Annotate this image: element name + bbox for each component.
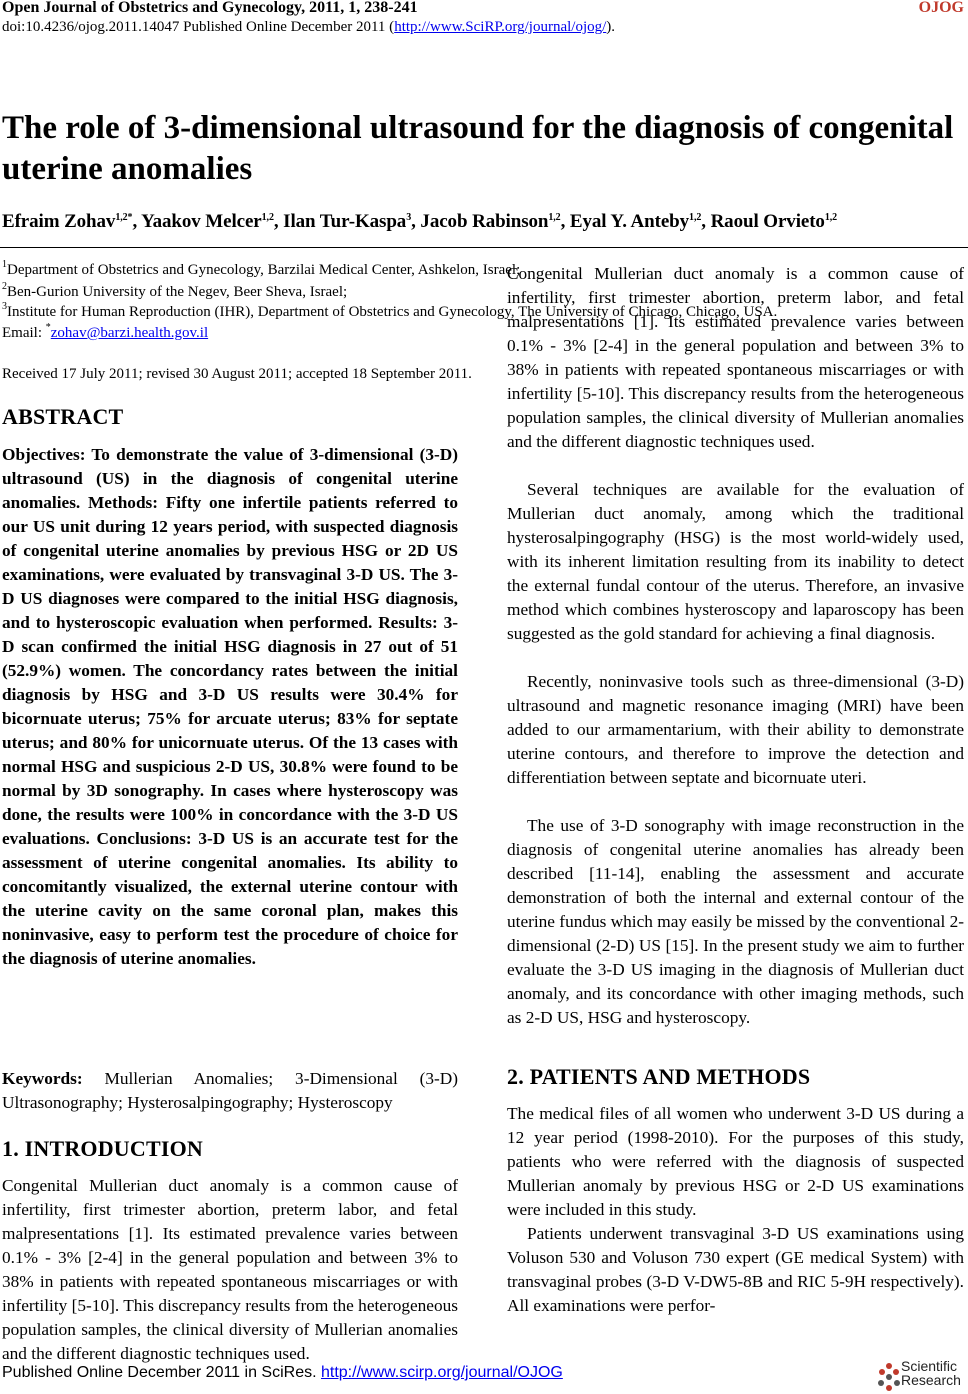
footer	[2, 1364, 563, 1382]
methods-heading: 2. PATIENTS AND METHODS	[507, 1064, 811, 1089]
affiliation: $^3$Institute for Human Reproduction (IHR), Department of Obstetrics and Gynecology, The University of Chicago, Chicago, USA.	[2, 301, 778, 320]
header-divider	[0, 247, 968, 248]
intro-paragraph-4: The use of 3-D sonography with image reconstruction in the diagnosis of congenital uterine anomalies has already been described [11-14], enabling the assessment and accurate demonstration of both the internal and external contour of the uterine fundus which may easily be missed by the conventional 2-dimensional (2-D) US [15]. In the present study we aim to further evaluate the 3-D US imaging in the diagnosis of Mullerian duct anomaly, and its concordance with other imaging methods, such as 2-D US, HSG and hysteroscopy.	[507, 816, 964, 1027]
keywords	[2, 1067, 458, 1115]
scientific-research-logo-icon	[876, 1362, 902, 1392]
author-list	[2, 211, 837, 233]
journal-link[interactable]: http://www.SciRP.org/journal/ojog/	[394, 19, 607, 35]
abstract-heading: ABSTRACT	[2, 404, 124, 429]
journal-citation: Open Journal of Obstetrics and Gynecology, 2011, 1, 238-241	[2, 0, 418, 16]
intro-paragraph-1: Congenital Mullerian duct anomaly is a common cause of infertility, first trimester abortion, preterm labor, and fetal malpresentations [1]. Its estimated prevalence varies between 0.1% - 3% [2-4] in the general population and between 3% to 38% in patients with repeated spontaneous miscarriages or with infertility [5-10]. This discrepancy results from the heterogeneous population samples, the clinical diversity of Mullerian anomalies and the different diagnostic techniques used.	[2, 1176, 458, 1363]
keywords-label: Keywords:	[2, 1069, 83, 1088]
intro-paragraph-1-continued: Congenital Mullerian duct anomaly is a common cause of infertility, first trimester abortion, preterm labor, and fetal malpresentations [1]. Its estimated prevalence varies between 0.1% - 3% [2-4] in the general population and between 3% to 38% in patients with repeated spontaneous miscarriages or with infertility [5-10]. This discrepancy results from the heterogeneous population samples, the clinical diversity of Mullerian anomalies and the different diagnostic techniques used.	[507, 264, 964, 451]
affiliation: $^1$Department of Obstetrics and Gynecology, Barzilai Medical Center, Ashkelon, Israel;	[2, 259, 521, 278]
author: Eyal Y. Anteby$^{1,2}$,	[569, 211, 711, 232]
affiliation: $^2$Ben-Gurion University of the Negev, Beer Sheva, Israel;	[2, 281, 348, 300]
abstract-text: Objectives: To demonstrate the value of 3-dimensional (3-D) ultrasound (US) in the diagnosis of congenital uterine anomalies. Methods: Fifty one infertile patients referred to our US unit during 12 years period, with suspected diagnosis of congenital uterine anomalies by previous HSG or 2D US examinations, were evaluated by transvaginal 3-D US. The 3-D US diagnoses were compared to the initial HSG diagnosis, and to hysteroscopic evaluation when performed. Results: 3-D scan confirmed the initial HSG diagnosis in 27 out of 51 (52.9%) women. The concordancy rates between the initial diagnosis by HSG and 3-D US results were 30.4% for bicornuate uterus; 75% for arcuate uterus; 83% for septate uterus; and 80% for unicornuate uterus. Of the 13 cases with normal HSG and suspicious 2-D US, 30.8% were found to be normal by 3D sonography. In cases where hysteroscopy was done, the results were 100% in concordance with the 3-D US evaluations. Conclusions: 3-D US is an accurate test for the assessment of uterine congenital anomalies. Its ability to concomitantly visualized, the external uterine contour with the uterine cavity on the same coronal plan, makes this noninvasive, easy to perform test the procedure of choice for the diagnosis of uterine anomalies.	[2, 445, 458, 968]
author: Efraim Zohav$^{1,2*}$,	[2, 211, 142, 232]
author: Raoul Orvieto$^{1,2}$	[710, 211, 838, 232]
journal-code: OJOG	[918, 0, 964, 16]
email-link[interactable]: zohav@barzi.health.gov.il	[50, 325, 209, 341]
author: Jacob Rabinson$^{1,2}$,	[420, 211, 570, 232]
received-dates: Received 17 July 2011; revised 30 August 2011; accepted 18 September 2011.	[2, 366, 472, 382]
email-line: Email: *zohav@barzi.health.gov.il	[2, 322, 209, 341]
keywords-text: Mullerian Anomalies; 3-Dimensional (3-D) Ultrasonography; Hysterosalpingography; Hysteroscopy	[2, 1069, 459, 1112]
intro-paragraph-3: Recently, noninvasive tools such as three-dimensional (3-D) ultrasound and magnetic resonance imaging (MRI) have been added to our armamentarium, with their ability to demonstrate uterine contours, and therefore to improve the detection and differentiation between septate and bicornuate uteri.	[507, 672, 964, 787]
article-title: The role of 3-dimensional ultrasound for the diagnosis of congenital uterine anomalies	[2, 110, 954, 187]
methods-paragraph-1: The medical files of all women who underwent 3-D US during a 12 year period (1998-2010). For the purposes of this study, patients who were referred with the diagnosis of suspected Mullerian anomaly by previous HSG or 2-D US examinations were included in this study.	[507, 1104, 964, 1219]
footer-link[interactable]: http://www.scirp.org/journal/OJOG	[320, 1364, 563, 1381]
doi-suffix: ).	[606, 19, 616, 35]
author: Yaakov Melcer$^{1,2}$,	[141, 211, 284, 232]
doi-text: doi:10.4236/ojog.2011.14047 Published Online December 2011 (	[2, 19, 395, 35]
footer-text: Published Online December 2011 in SciRes.	[2, 1364, 321, 1381]
doi-line	[2, 19, 615, 36]
author: Ilan Tur-Kaspa$^3$,	[283, 211, 421, 232]
introduction-heading: 1. INTRODUCTION	[2, 1136, 204, 1161]
publisher-logo-text: Scientific Research	[901, 1358, 961, 1388]
intro-paragraph-2: Several techniques are available for the evaluation of Mullerian duct anomaly, among which the traditional hysterosalpingography (HSG) is the most world-widely used, with its inherent limitation resulting from its inability to detect the external fundal contour of the uterus. Therefore, an invasive method which combines hysteroscopy and laparoscopy has been suggested as the gold standard for achieving a final diagnosis.	[507, 480, 964, 643]
methods-paragraph-2: Patients underwent transvaginal 3-D US examinations using Voluson 530 and Voluson 730 expert (GE medical System) with transvaginal probes (3-D V-DW5-8B and RIC 5-9H respectively). All examinations were perfor-	[507, 1224, 964, 1315]
